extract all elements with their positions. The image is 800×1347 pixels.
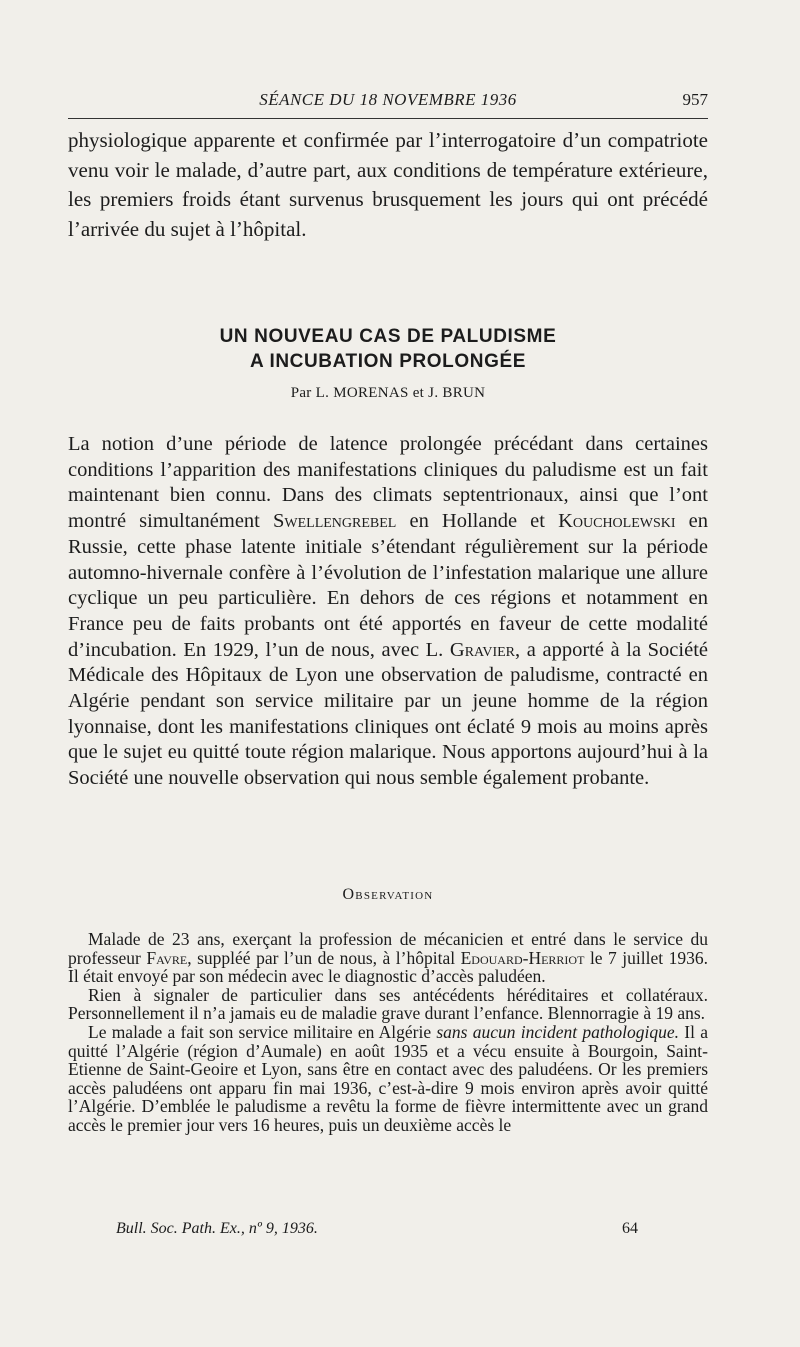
body-text-1: La notion d’une période de latence prolongée précédant dans certaines conditions l’apparition des manifestations cliniques du paludisme est un fait maintenant bien connu. Dans des climats septentrionaux, ainsi que l’ont montré simultanément — [68, 433, 708, 533]
obs-text-1c: le 7 juillet 1936. Il était envoyé par son médecin avec le diagnostic d’accès paludéen. — [68, 947, 709, 987]
observation-paragraph-2: Rien à signaler de particulier dans ses antécédents héréditaires et collatéraux. Personnellement il n’a jamais eu de maladie grave durant l’enfance. Blennorragie à 19 ans. — [68, 984, 708, 1024]
article-title-line-2: A INCUBATION PROLONGÉE — [249, 351, 527, 372]
observation-heading: Observation — [342, 886, 434, 903]
body-text-2: en Hollande et — [409, 510, 545, 533]
article-title — [68, 324, 708, 374]
signature-number: 64 — [622, 1220, 638, 1237]
observation-paragraph-1 — [68, 930, 708, 986]
journal-citation: Bull. Soc. Path. Ex., nº 9, 1936. — [116, 1220, 318, 1237]
running-head — [68, 90, 708, 114]
body-text-3: en Russie, cette phase latente initiale s’étendant régulièrement sur la période automno-hivernale confère à l’évolution de l’infestation malarique une allure cyclique un peu particulière. En dehors de ces régions et notamment en France peu de faits probants ont été apportés en faveur de cette modalité d’incubation. En 1929, l’un de nous, avec L. — [68, 510, 709, 661]
observation-paragraph-3 — [68, 1023, 708, 1135]
page-number: 957 — [682, 90, 708, 109]
article-title-line-1: UN NOUVEAU CAS DE PALUDISME — [219, 326, 557, 347]
observation-text — [68, 930, 708, 1135]
intro-paragraph: physiologique apparente et confirmée par l’interrogatoire d’un compatriote venu voir le malade, d’autre part, aux conditions de température extérieure, les premiers froids étant survenus brusquement les jours qui ont précédé l’arrivée du sujet à l’hôpital. — [68, 128, 708, 241]
obs-text-3-italic: sans aucun incident pathologique. — [436, 1021, 680, 1042]
running-head-title: SÉANCE DU 18 NOVEMBRE 1936 — [259, 90, 517, 109]
header-rule — [68, 118, 708, 119]
name-favre: Favre — [146, 947, 188, 968]
author-name-gravier: Gravier — [449, 638, 516, 661]
obs-text-3b: Il a quitté l’Algérie (région d’Aumale) en août 1935 et a vécu ensuite à Bourgoin, Saint-Etienne de Saint-Geoire et Lyon, sans être en contact avec des paludéens. Or les premiers accès paludéens ont apparu fin mai 1936, c’est-à-dire 9 mois environ après avoir quitté l’Algérie. D’emblée le paludisme a revêtu la forme de fièvre intermittente avec un grand accès le premier jour vers 16 heures, puis un deuxième accès le — [68, 1021, 708, 1135]
author-name-swellengrebel: Swellengrebel — [272, 510, 397, 533]
article-authors: Par L. MORENAS et J. BRUN — [290, 385, 486, 401]
obs-text-1a: Malade de 23 ans, exerçant la profession de mécanicien et entré dans le service du professeur — [68, 929, 708, 968]
body-text-4: , a apporté à la Société Médicale des Hôpitaux de Lyon une observation de paludisme, contracté en Algérie pendant son service militaire par un jeune homme de la région lyonnaise, dont les manifestations cliniques ont éclaté 9 mois au moins après que le sujet eu quitté toute région malarique. Nous apportons aujourd’hui à la Société une nouvelle observation qui nous semble également probante. — [68, 638, 708, 790]
article-body-paragraph — [68, 432, 708, 792]
obs-text-1b: , suppléé par l’un de nous, à l’hôpital — [187, 947, 456, 968]
name-edouard-herriot: Edouard-Herriot — [460, 947, 585, 968]
page-footer — [68, 1220, 708, 1244]
obs-text-3a: Le malade a fait son service militaire en Algérie — [88, 1021, 432, 1042]
author-name-koucholewski: Koucholewski — [558, 510, 676, 533]
